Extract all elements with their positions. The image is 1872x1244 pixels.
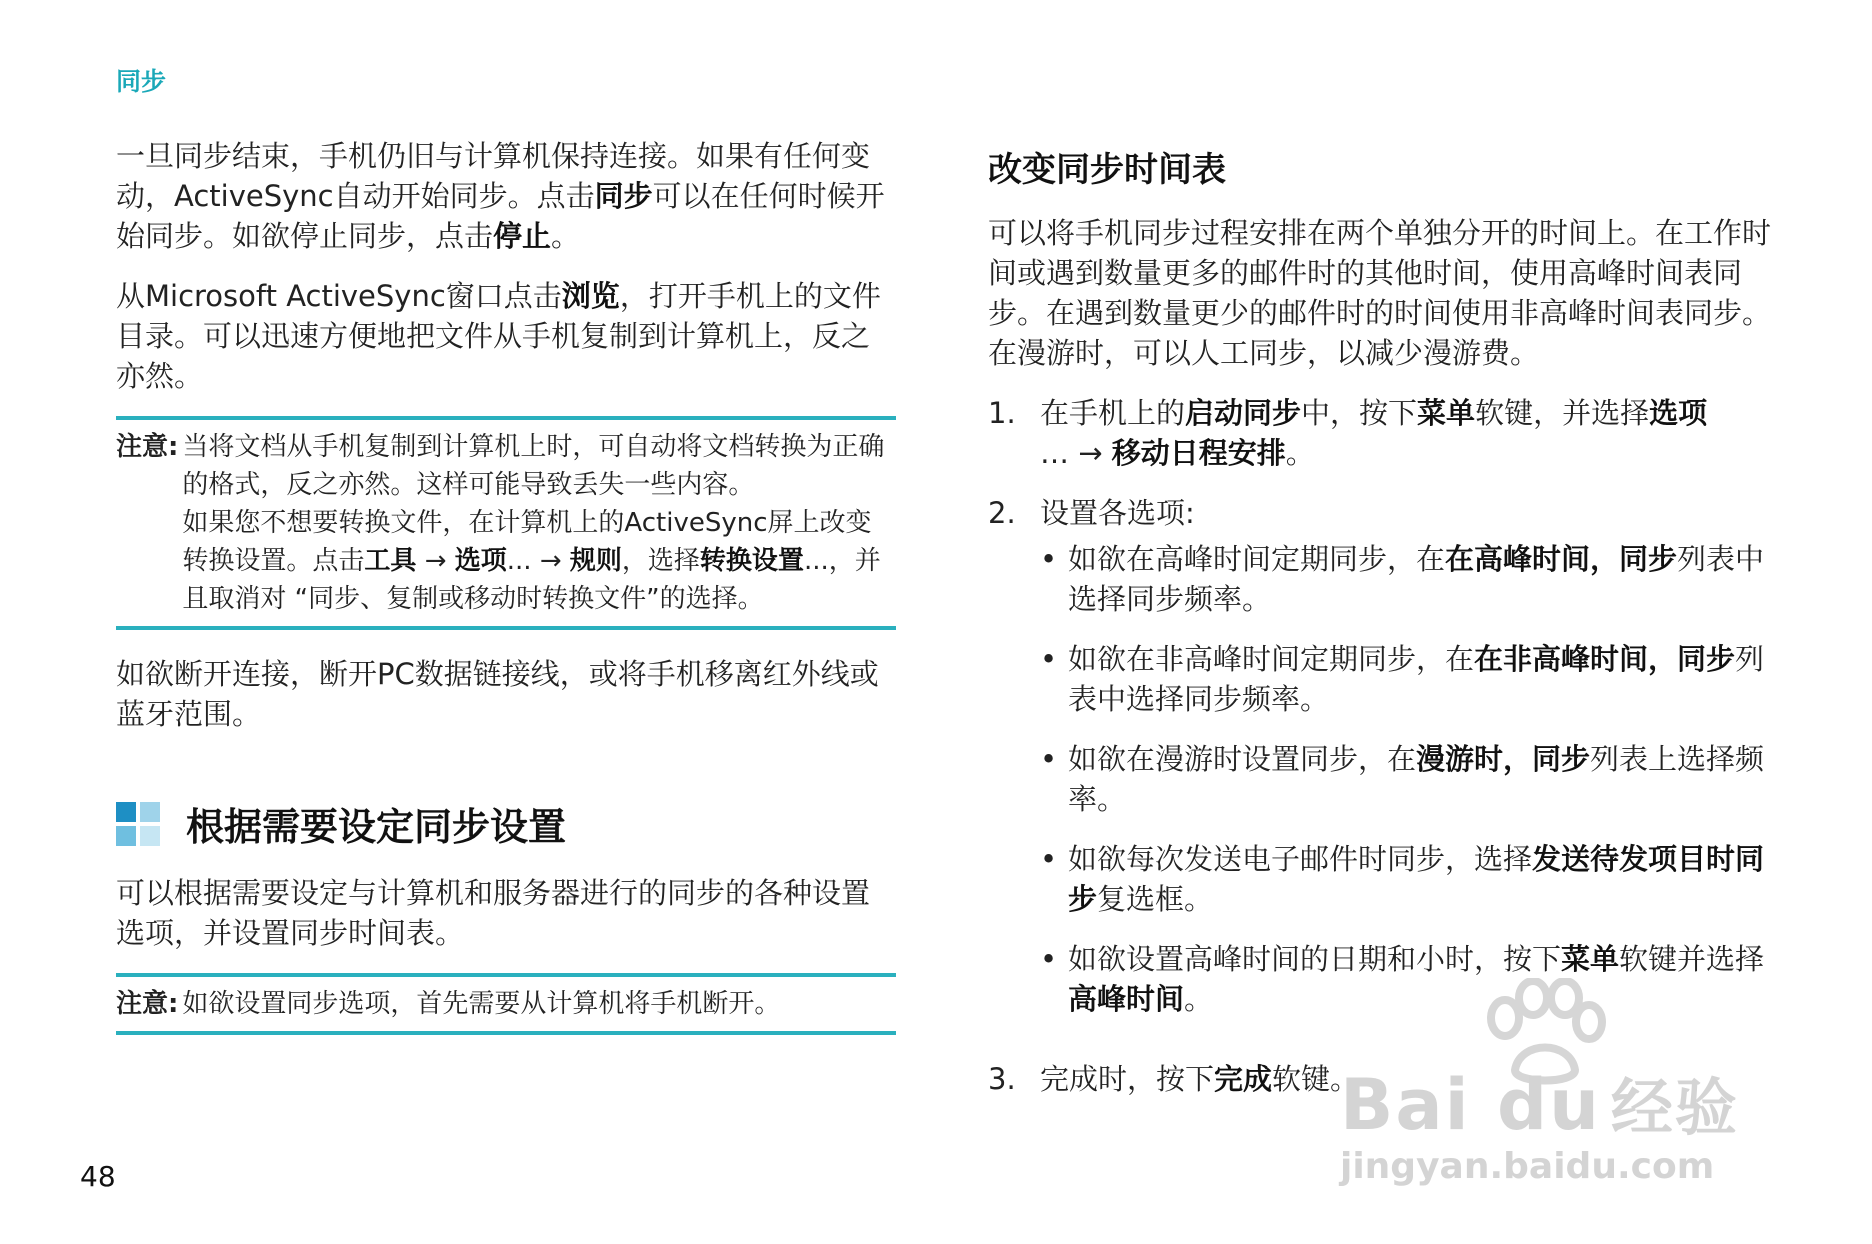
step-number: 3. xyxy=(988,1062,1016,1096)
paragraph-disconnect: 如欲断开连接，断开PC数据链接线，或将手机移离红外线或蓝牙范围。 xyxy=(116,657,879,731)
note-label: 注意: xyxy=(116,989,179,1019)
paragraph-settings-intro: 可以根据需要设定与计算机和服务器进行的同步的各种设置选项，并设置同步时间表。 xyxy=(116,876,871,950)
subsection-title: 改变同步时间表 xyxy=(988,150,1226,190)
step-3: 3. 完成时，按下完成软键。 xyxy=(988,1059,1778,1099)
bullet-icon: • xyxy=(1040,742,1058,776)
section-grid-icon xyxy=(116,802,160,846)
bullet-icon: • xyxy=(1040,542,1058,576)
paragraph-schedule-intro: 可以将手机同步过程安排在两个单独分开的时间上。在工作时间或遇到数量更多的邮件时的其他时间，使用高峰时间表同步。在遇到数量更少的邮件时的时间使用非高峰时间表同步。在漫游时，可以人工同步，以减少漫游费。 xyxy=(988,216,1772,370)
bullet-icon: • xyxy=(1040,942,1058,976)
list-item: • 如欲每次发送电子邮件时同步，选择发送待发项目时同步复选框。 xyxy=(1040,839,1778,919)
list-item: • 如欲在非高峰时间定期同步，在在非高峰时间，同步列表中选择同步频率。 xyxy=(1040,639,1778,719)
right-column xyxy=(988,136,1778,1119)
page-number: 48 xyxy=(80,1160,116,1193)
running-head: 同步 xyxy=(116,67,167,96)
list-item: • 如欲在高峰时间定期同步，在在高峰时间，同步列表中选择同步频率。 xyxy=(1040,539,1778,619)
bullet-icon: • xyxy=(1040,642,1058,676)
step-1: 1. 在手机上的启动同步中，按下菜单软键，并选择选项 … → 移动日程安排。 xyxy=(988,393,1778,473)
watermark-url: jingyan.baidu.com xyxy=(1340,1146,1715,1187)
step-number: 1. xyxy=(988,396,1016,430)
note-body: 如欲设置同步选项，首先需要从计算机将手机断开。 xyxy=(182,989,781,1019)
watermark-brand: Bai du 经验 xyxy=(1340,1064,1739,1146)
step-2: 2. 设置各选项: • 如欲在高峰时间定期同步，在在高峰时间，同步列表中选择同步频率。 • 如欲在非高峰时间定期同步，在在非高峰时间，同步列表中选择同步频率。 • 如欲在漫游时设置同步，在漫游时，同步列表上选择频率。 • 如欲每次发送电子邮件时同步，选择发送待发项目时同步复选框。 • 如欲设置高峰时间的日期和小时，按下菜单软键并选择高峰时间。 xyxy=(988,493,1778,1039)
note-conversion xyxy=(116,416,896,630)
note-disconnect-first xyxy=(116,973,896,1035)
section-heading xyxy=(116,796,896,851)
paragraph-sync-end: 一旦同步结束，手机仍旧与计算机保持连接。如果有任何变动，ActiveSync自动开始同步。点击同步可以在任何时候开始同步。如欲停止同步，点击停止。 xyxy=(116,139,885,253)
section-title: 根据需要设定同步设置 xyxy=(186,805,567,849)
list-item: • 如欲在漫游时设置同步，在漫游时，同步列表上选择频率。 xyxy=(1040,739,1778,819)
list-item: • 如欲设置高峰时间的日期和小时，按下菜单软键并选择高峰时间。 xyxy=(1040,939,1778,1019)
note-body: 当将文档从手机复制到计算机上时，可自动将文档转换为正确的格式，反之亦然。这样可能导致丢失一些内容。 如果您不想要转换文件，在计算机上的ActiveSync屏上改变转换设置。点击工具 → 选项... → 规则，选择转换设置...，并且取消对 “同步、复制或移动时转换文件”的选择。 xyxy=(182,432,885,614)
bullet-icon: • xyxy=(1040,842,1058,876)
step-number: 2. xyxy=(988,496,1016,530)
left-column xyxy=(116,136,896,1059)
options-list xyxy=(1040,539,1778,1019)
note-label: 注意: xyxy=(116,432,179,462)
paragraph-browse: 从Microsoft ActiveSync窗口点击浏览，打开手机上的文件目录。可以迅速方便地把文件从手机复制到计算机上，反之亦然。 xyxy=(116,279,881,393)
